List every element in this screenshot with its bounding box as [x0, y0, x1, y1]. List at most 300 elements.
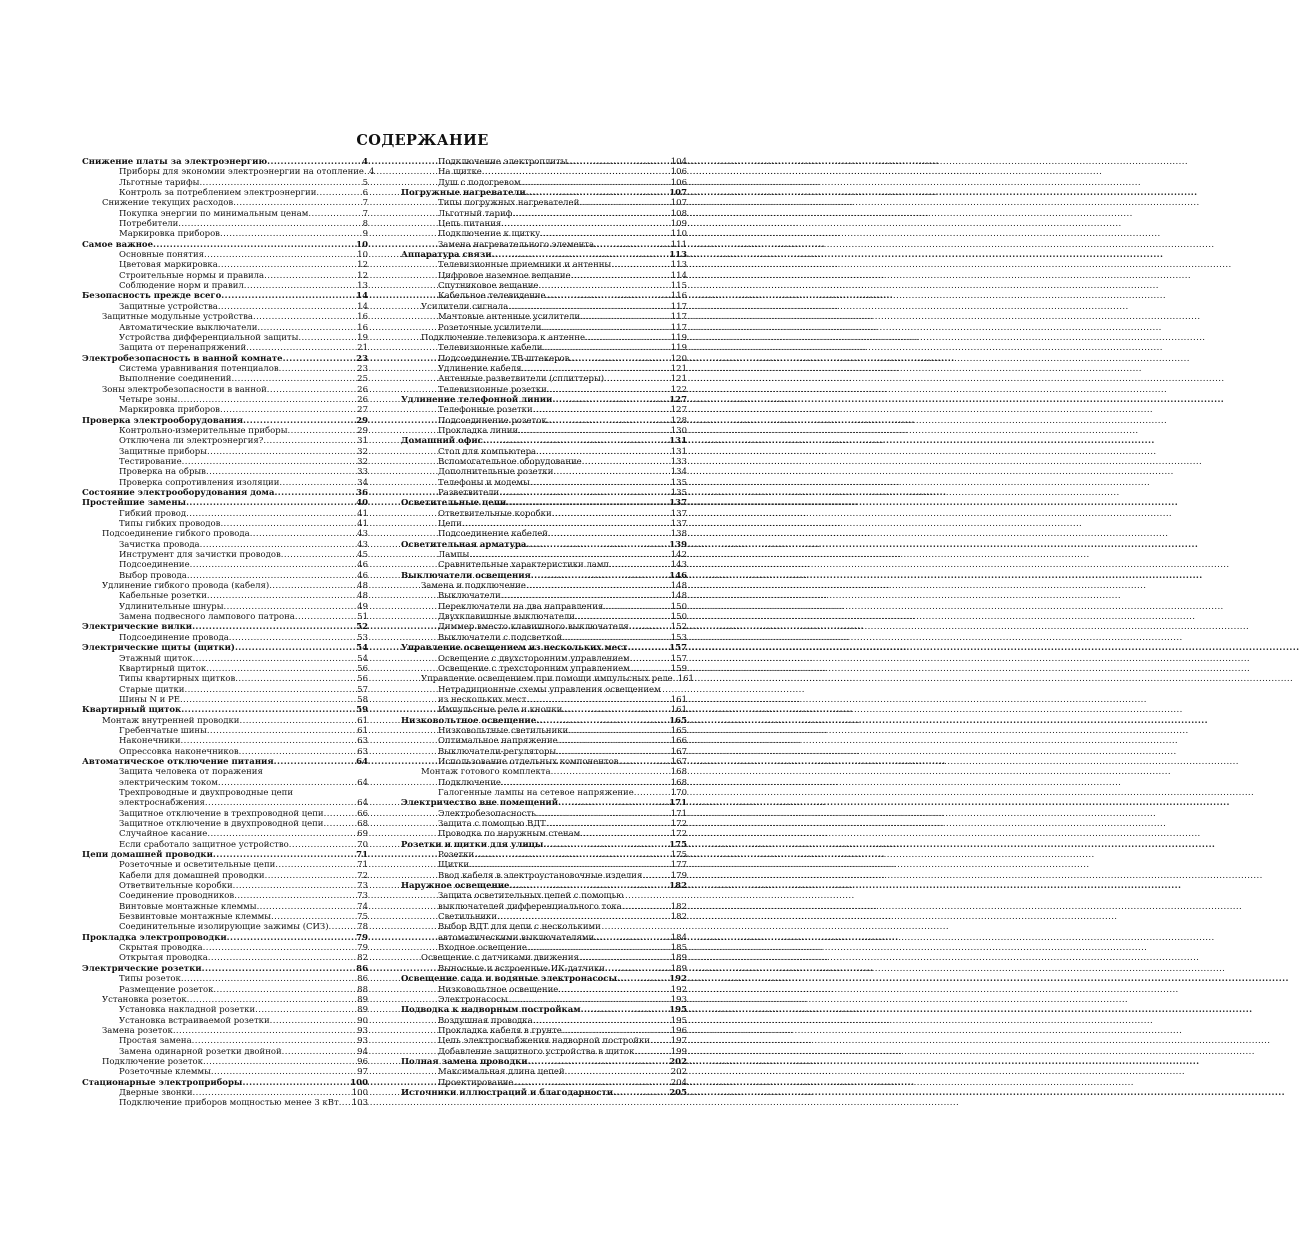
- toc-entry-title: Опрессовка наконечников: [119, 746, 239, 757]
- toc-chapter: [82, 964, 368, 974]
- dot-leader: [526, 188, 669, 198]
- dot-leader: [499, 488, 670, 498]
- toc-entry-title: Типы гибких проводов: [119, 519, 221, 530]
- dot-leader: [579, 198, 670, 208]
- toc-chapter: [82, 157, 368, 167]
- toc-entry-title: Кабельные розетки: [119, 591, 207, 602]
- toc-entry-title: Шины N и PE: [119, 694, 180, 705]
- dot-leader: [181, 705, 355, 715]
- toc-entry: [82, 167, 375, 178]
- toc-chapter: [401, 1088, 687, 1098]
- toc-entry-page: 41: [357, 508, 368, 519]
- toc-entry-page: 4: [368, 167, 375, 178]
- toc-entry: [82, 478, 368, 488]
- toc-entry: [401, 478, 687, 488]
- toc-entry-title: Электрические вилки: [82, 622, 193, 633]
- dot-leader: [548, 529, 670, 539]
- toc-entry-page: 177: [670, 860, 687, 871]
- toc-entry-page: 157: [669, 643, 687, 654]
- toc-entry-page: 48: [357, 581, 368, 592]
- toc-entry-page: 142: [670, 550, 687, 561]
- toc-entry: [401, 1047, 687, 1057]
- dot-leader: [274, 757, 356, 767]
- toc-entry-page: 7: [362, 198, 368, 209]
- toc-entry: [401, 447, 687, 457]
- toc-entry: [401, 871, 687, 881]
- toc-chapter: [82, 643, 368, 653]
- toc-entry-title: Ответвительные коробки: [119, 881, 233, 892]
- toc-entry-page: 12: [357, 260, 368, 271]
- toc-entry-title: Квартирный щиток: [119, 663, 207, 674]
- toc-entry-page: 73: [357, 891, 368, 902]
- toc-entry-title: Выключатели освещения: [401, 570, 531, 581]
- toc-entry-title: Безвинтовые монтажные клеммы: [119, 912, 272, 923]
- toc-entry: [82, 860, 368, 870]
- dot-leader: [233, 198, 361, 208]
- dot-leader: [206, 467, 356, 477]
- toc-chapter: [82, 240, 368, 250]
- dot-leader: [547, 416, 670, 426]
- toc-entry: [82, 953, 368, 963]
- toc-entry-page: 96: [357, 1056, 368, 1067]
- toc-entry-title: Система уравнивания потенциалов: [119, 363, 279, 374]
- dot-leader: [220, 405, 356, 415]
- toc-entry: [401, 757, 687, 767]
- dot-leader: [282, 1047, 357, 1057]
- toc-entry-page: 12: [357, 270, 368, 281]
- toc-entry-title: Спутниковое вещание: [438, 281, 539, 292]
- toc-entry: [82, 798, 368, 808]
- toc-entry-title: Квартирный щиток: [82, 705, 182, 716]
- dot-leader: [611, 260, 670, 270]
- toc-entry-title: Цепи домашней проводки: [82, 850, 213, 861]
- toc-entry-title: Защита осветительных цепей с помощью: [438, 891, 624, 902]
- toc-entry-title: Открытая проводка: [119, 953, 208, 964]
- toc-entry: [82, 788, 368, 798]
- toc-chapter: [82, 488, 368, 498]
- dot-leader: [190, 560, 357, 570]
- toc-entry-title: Максимальная длина цепей: [438, 1067, 565, 1078]
- toc-entry-title: Монтаж готового комплекта: [421, 767, 551, 778]
- toc-entry-title: Вспомогательное оборудование: [438, 456, 582, 467]
- toc-entry-page: 64: [356, 756, 368, 767]
- toc-entry-title: Освещение с двухсторонним управлением: [438, 653, 630, 664]
- toc-entry: [82, 840, 368, 850]
- toc-chapter: [401, 881, 687, 891]
- dot-leader: [250, 529, 356, 539]
- toc-entry-page: 153: [670, 632, 687, 643]
- toc-entry-page: 40: [356, 498, 368, 509]
- toc-entry-page: 41: [357, 519, 368, 530]
- dot-leader: [569, 354, 669, 364]
- toc-entry-title: Стационарные электроприборы: [82, 1077, 243, 1088]
- toc-entry: [401, 747, 687, 757]
- dot-leader: [521, 178, 670, 188]
- toc-entry: [401, 291, 687, 301]
- toc-entry: [82, 664, 368, 674]
- toc-entry-title: На щитке: [438, 167, 482, 178]
- toc-entry-title: Подсоединение гибкого провода: [102, 529, 250, 540]
- toc-entry-page: 21: [357, 343, 368, 354]
- toc-entry-title: Стол для компьютера: [438, 446, 537, 457]
- toc-entry-page: 5: [362, 177, 368, 188]
- toc-entry-title: Погружные нагреватели: [401, 188, 526, 199]
- dot-leader: [205, 798, 356, 808]
- dot-leader: [482, 167, 670, 177]
- toc-entry-page: 59: [356, 705, 368, 716]
- toc-entry-title: Простая замена: [119, 1036, 192, 1047]
- toc-entry: [401, 943, 687, 953]
- toc-entry-page: 26: [357, 394, 368, 405]
- toc-entry-page: 75: [357, 912, 368, 923]
- dot-leader: [536, 447, 670, 457]
- dot-leader: [568, 726, 670, 736]
- dot-leader: [558, 736, 670, 746]
- dot-leader: [289, 840, 356, 850]
- toc-entry-title: Установка накладной розетки: [119, 1005, 256, 1016]
- toc-entry-title: Освещение с трехсторонним управлением: [438, 663, 630, 674]
- dot-leader: [253, 312, 356, 322]
- dot-leader: [244, 281, 356, 291]
- toc-entry-title: Подключение телевизора к антенне: [421, 332, 586, 343]
- toc-entry-page: 116: [670, 291, 687, 302]
- dot-leader: [617, 974, 668, 984]
- toc-entry-title: Душ с подогревом: [438, 177, 521, 188]
- toc-entry-title: Простейшие замены: [82, 498, 187, 509]
- toc-entry: [82, 674, 368, 684]
- toc-entry-title: Входное освещение: [438, 943, 527, 954]
- toc-entry-page: 93: [357, 1036, 368, 1047]
- dot-leader: [279, 364, 357, 374]
- toc-entry: [401, 333, 687, 343]
- toc-entry-page: 34: [357, 477, 368, 488]
- toc-entry-page: 49: [357, 601, 368, 612]
- toc-chapter: [401, 716, 687, 726]
- dot-leader: [220, 229, 362, 239]
- toc-entry: [82, 343, 368, 353]
- toc-entry: [401, 1067, 687, 1077]
- toc-entry-page: 150: [670, 601, 687, 612]
- toc-entry-title: Выполнение соединений: [119, 374, 232, 385]
- toc-entry: [401, 891, 687, 901]
- toc-entry-title: Подсоединение ТВ-штекеров: [438, 353, 570, 364]
- dot-leader: [469, 550, 670, 560]
- dot-leader: [508, 995, 670, 1005]
- toc-entry-page: 182: [669, 881, 687, 892]
- toc-entry-page: 168: [670, 777, 687, 788]
- toc-entry-title: Галогенные лампы на сетевое напряжение: [438, 787, 634, 798]
- toc-entry-title: Кабельное телевидение: [438, 291, 546, 302]
- toc-entry-title: Электробезопасность: [438, 808, 536, 819]
- toc-entry: [401, 612, 687, 622]
- toc-entry-page: 51: [357, 612, 368, 623]
- toc-entry: [82, 726, 368, 736]
- dot-leader: [469, 860, 670, 870]
- toc-entry: [82, 591, 368, 601]
- dot-leader: [180, 695, 356, 705]
- dot-leader: [542, 343, 669, 353]
- dot-leader: [246, 343, 356, 353]
- dot-leader: [283, 354, 356, 364]
- toc-entry: [82, 312, 368, 322]
- toc-entry: [82, 219, 368, 229]
- toc-entry-page: 131: [670, 446, 687, 457]
- toc-entry-title: Электробезопасность в ванной комнате: [82, 353, 283, 364]
- toc-entry-title: Освещение с датчиками движения: [421, 953, 579, 964]
- toc-entry-title: Устройства дифференциальной защиты: [119, 332, 299, 343]
- dot-leader: [239, 747, 357, 757]
- toc-entry: [82, 509, 368, 519]
- toc-entry-page: 33: [357, 467, 368, 478]
- toc-entry-page: 107: [670, 198, 687, 209]
- toc-entry: [82, 333, 368, 343]
- dot-leader: [257, 323, 356, 333]
- dot-leader: [634, 788, 670, 798]
- toc-entry-title: автоматическими выключателями: [438, 932, 595, 943]
- dot-leader: [527, 695, 670, 705]
- dot-leader: [474, 850, 670, 860]
- toc-entry: [401, 685, 687, 695]
- toc-entry: [401, 550, 687, 560]
- toc-chapter: [82, 757, 368, 767]
- toc-entry-title: Аппаратура связи: [401, 250, 492, 261]
- dot-leader: [603, 602, 670, 612]
- dot-leader: [536, 716, 668, 726]
- dot-leader: [207, 591, 356, 601]
- toc-chapter: [401, 1005, 687, 1015]
- toc-entry-page: 111: [670, 239, 687, 250]
- dot-leader: [526, 581, 670, 591]
- toc-entry: [82, 560, 368, 570]
- toc-entry-page: 48: [357, 591, 368, 602]
- toc-entry-page: 127: [669, 394, 687, 405]
- toc-entry-page: 150: [670, 612, 687, 623]
- toc-entry: [401, 602, 687, 612]
- toc-entry: [82, 323, 368, 333]
- toc-entry-title: Зачистка провода: [119, 539, 200, 550]
- toc-entry: [82, 685, 368, 695]
- toc-chapter: [401, 540, 687, 550]
- toc-entry: [401, 488, 687, 498]
- toc-chapter: [401, 436, 687, 446]
- toc-entry-page: 161: [670, 705, 687, 716]
- dot-leader: [530, 478, 670, 488]
- toc-entry: [401, 736, 687, 746]
- toc-entry-page: 202: [669, 1056, 687, 1067]
- dot-leader: [541, 323, 669, 333]
- toc-entry: [82, 374, 368, 384]
- toc-entry-page: 54: [357, 653, 368, 664]
- toc-entry-title: Защита человека от поражения: [119, 767, 263, 778]
- toc-entry: [82, 1016, 368, 1026]
- toc-entry-page: 19: [357, 332, 368, 343]
- dot-leader: [193, 1088, 351, 1098]
- toc-entry: [82, 395, 368, 405]
- toc-entry-page: 7: [362, 208, 368, 219]
- dot-leader: [207, 829, 356, 839]
- toc-entry-page: 189: [670, 953, 687, 964]
- toc-entry-title: Четыре зоны: [119, 394, 178, 405]
- toc-entry: [82, 229, 368, 239]
- toc-entry-page: 134: [670, 467, 687, 478]
- toc-entry-page: 157: [670, 653, 687, 664]
- toc-entry-title: Приборы для экономии электроэнергии на отопление: [119, 167, 364, 178]
- dot-leader: [239, 716, 356, 726]
- toc-entry-title: Ответвительные коробки: [438, 508, 552, 519]
- toc-entry: [401, 1016, 687, 1026]
- toc-entry-page: 117: [670, 322, 687, 333]
- toc-entry-page: 121: [670, 363, 687, 374]
- dot-leader: [628, 643, 669, 653]
- toc-entry-page: 82: [357, 953, 368, 964]
- toc-entry: [401, 953, 687, 963]
- dot-leader: [220, 519, 356, 529]
- toc-entry-page: 73: [357, 881, 368, 892]
- toc-entry-title: Розетки: [438, 850, 475, 861]
- toc-entry: [401, 788, 687, 798]
- toc-entry-title: Подключение к щитку: [438, 229, 541, 240]
- dot-leader: [153, 240, 355, 250]
- toc-entry-page: 31: [357, 436, 368, 447]
- toc-entry-title: Розетки и щитки для улицы: [401, 839, 544, 850]
- toc-entry: [401, 457, 687, 467]
- dot-leader: [213, 850, 355, 860]
- toc-entry-page: 53: [357, 632, 368, 643]
- dot-leader: [227, 933, 355, 943]
- toc-entry: [82, 250, 368, 260]
- dot-leader: [609, 560, 670, 570]
- dot-leader: [551, 767, 670, 777]
- toc-entry-title: Розеточные усилители: [438, 322, 542, 333]
- toc-entry: [401, 167, 687, 177]
- toc-entry-page: 168: [670, 767, 687, 778]
- toc-entry: [82, 1047, 368, 1057]
- toc-entry: [82, 829, 368, 839]
- toc-entry: [401, 591, 687, 601]
- toc-entry-page: 110: [670, 229, 687, 240]
- dot-leader: [562, 633, 670, 643]
- toc-entry-page: 192: [669, 974, 687, 985]
- toc-entry-page: 9: [362, 229, 368, 240]
- dot-leader: [213, 985, 356, 995]
- toc-entry-page: 130: [670, 425, 687, 436]
- dot-leader: [218, 302, 356, 312]
- toc-entry-title: Дверные звонки: [119, 1087, 193, 1098]
- toc-entry-page: 179: [670, 870, 687, 881]
- toc-entry-title: Телевизионные кабели: [438, 343, 543, 354]
- toc-entry: [401, 519, 687, 529]
- toc-entry: [82, 767, 368, 777]
- toc-entry-title: Выбор провода: [119, 570, 187, 581]
- toc-chapter: [82, 705, 368, 715]
- toc-entry: [401, 426, 687, 436]
- toc-entry-title: Прокладка электропроводки: [82, 932, 227, 943]
- dot-leader: [243, 416, 355, 426]
- toc-entry: [401, 985, 687, 995]
- dot-leader: [580, 312, 670, 322]
- toc-entry-title: Скрытая проводка: [119, 943, 203, 954]
- toc-entry-title: Подключение: [438, 777, 501, 788]
- dot-leader: [339, 1098, 351, 1108]
- dot-leader: [173, 1026, 356, 1036]
- toc-entry-title: Защитные модульные устройства: [102, 312, 253, 323]
- toc-entry: [82, 922, 368, 932]
- dot-leader: [536, 809, 670, 819]
- toc-entry-title: Электричество вне помещений: [401, 798, 559, 809]
- toc-entry-title: Безопасность прежде всего: [82, 291, 222, 302]
- toc-entry-title: Диммер вместо клавишного выключателя: [438, 622, 629, 633]
- toc-entry: [82, 405, 368, 415]
- dot-leader: [622, 902, 670, 912]
- toc-entry-page: 29: [357, 425, 368, 436]
- toc-entry: [82, 654, 368, 664]
- toc-entry-title: Проверка электрооборудования: [82, 415, 244, 426]
- toc-entry-title: Освещение сада и водяные электронасосы: [401, 974, 617, 985]
- dot-leader: [562, 1026, 670, 1036]
- toc-entry-title: Контроль за потреблением электроэнергии: [119, 188, 317, 199]
- toc-entry-title: Наконечники: [119, 736, 181, 747]
- toc-entry: [401, 416, 687, 426]
- toc-entry-page: 170: [670, 787, 687, 798]
- toc-entry-page: 63: [357, 746, 368, 757]
- toc-chapter: [401, 188, 687, 198]
- dot-leader: [483, 436, 668, 446]
- toc-chapter: [401, 974, 687, 984]
- dot-leader: [531, 571, 668, 581]
- toc-entry-title: Низковольтные светильники: [438, 725, 569, 736]
- toc-entry-title: Мачтовые антенные усилители: [438, 312, 581, 323]
- toc-entry-title: Гребенчатые шины: [119, 725, 207, 736]
- toc-entry-title: Льготный тариф: [438, 208, 513, 219]
- toc-entry-title: Защитные приборы: [119, 446, 208, 457]
- toc-entry-page: 32: [357, 456, 368, 467]
- toc-entry-title: Электрические розетки: [82, 963, 202, 974]
- toc-entry-page: 171: [669, 798, 687, 809]
- toc-entry: [82, 633, 368, 643]
- toc-entry: [401, 271, 687, 281]
- dot-leader: [581, 1005, 669, 1015]
- toc-entry-title: Винтовые монтажные клеммы: [119, 901, 257, 912]
- toc-entry-title: Строительные нормы и правила: [119, 270, 265, 281]
- dot-leader: [270, 1016, 357, 1026]
- toc-entry-page: 131: [669, 436, 687, 447]
- toc-entry-page: 113: [670, 260, 687, 271]
- toc-entry-page: 57: [357, 684, 368, 695]
- dot-leader: [629, 622, 670, 632]
- dot-leader: [462, 519, 670, 529]
- toc-entry-page: 100: [350, 1077, 368, 1088]
- toc-entry-page: 10: [357, 250, 368, 261]
- dot-leader: [177, 395, 356, 405]
- toc-entry-title: Монтаж внутренней проводки: [102, 715, 240, 726]
- dot-leader: [208, 953, 356, 963]
- toc-entry-page: 64: [357, 798, 368, 809]
- dot-leader: [269, 581, 356, 591]
- toc-entry-page: 161: [677, 674, 694, 685]
- dot-leader: [526, 540, 668, 550]
- dot-leader: [522, 364, 670, 374]
- toc-entry-page: 165: [670, 725, 687, 736]
- toc-entry: [82, 819, 368, 829]
- toc-entry-title: Подключение розеток: [102, 1056, 203, 1067]
- toc-entry-page: 97: [357, 1067, 368, 1078]
- toc-entry-page: 52: [356, 622, 368, 633]
- toc-entry-page: 172: [670, 829, 687, 840]
- toc-entry: [82, 209, 368, 219]
- toc-entry-title: Телефоны и модемы: [438, 477, 530, 488]
- dot-leader: [552, 509, 670, 519]
- toc-entry-page: 122: [670, 384, 687, 395]
